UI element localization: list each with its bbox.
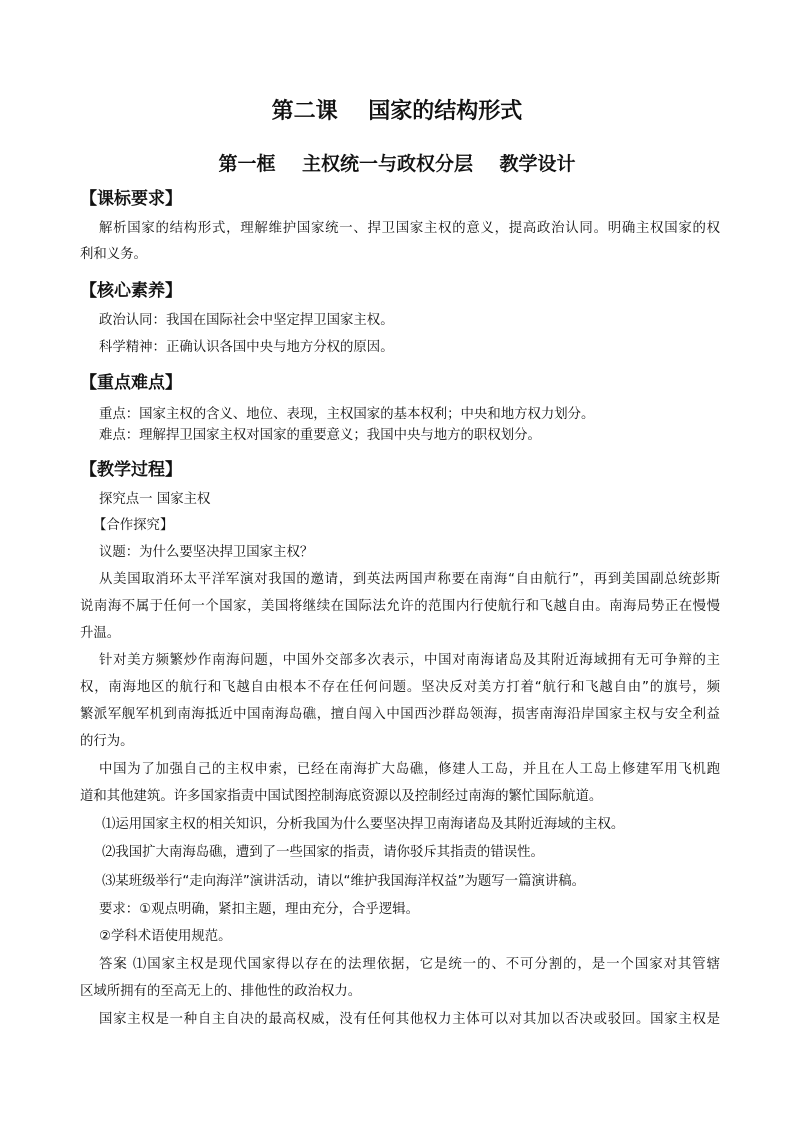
- paragraph-line: 要求：①观点明确，紧扣主题，理由充分，合乎逻辑。: [99, 902, 419, 917]
- paragraph-line: 升温。: [80, 626, 121, 641]
- paragraph-line: 重点：国家主权的含义、地位、表现，主权国家的基本权利；中央和地方权力划分。: [99, 407, 595, 422]
- paragraph-line: 说南海不属于任何一个国家，美国将继续在国际法允许的范围内行使航行和飞越自由。南海局势正在慢慢: [80, 599, 720, 614]
- paragraph-line: 探究点一 国家主权: [99, 492, 211, 507]
- paragraph-line: 中国为了加强自己的主权申索，已经在南海扩大岛礁，修建人工岛，并且在人工岛上修建军用飞机跑: [99, 762, 720, 777]
- document-subtitle: 第一框 主权统一与政权分层 教学设计: [218, 153, 576, 175]
- paragraph-line: 繁派军舰军机到南海抵近中国南海岛礁，擅自闯入中国西沙群岛领海，损害南海沿岸国家主权与安全利益: [80, 707, 720, 722]
- paragraph-line: 议题：为什么要坚决捍卫国家主权？: [99, 545, 314, 560]
- answer-line: 答案 ⑴国家主权是现代国家得以存在的法理依据，它是统一的、不可分割的，是一个国家对其管辖: [99, 957, 720, 972]
- document-title: 第二课 国家的结构形式: [271, 99, 523, 124]
- paragraph-line: 从美国取消环太平洋军演对我国的邀请，到英法两国声称要在南海“自由航行”，再到美国副总统彭斯: [99, 572, 720, 587]
- paragraph-line: 【合作探究】: [93, 518, 174, 533]
- paragraph-line: 科学精神：正确认识各国中央与地方分权的原因。: [99, 340, 394, 355]
- question-item: ⑴运用国家主权的相关知识，分析我国为什么要坚决捍卫南海诸岛及其附近海域的主权。: [102, 817, 625, 832]
- section-heading-teaching-process: 【教学过程】: [80, 460, 182, 480]
- section-heading-core-literacy: 【核心素养】: [80, 281, 182, 301]
- section-heading-curriculum: 【课标要求】: [80, 189, 182, 209]
- paragraph-line: 区域所拥有的至高无上的、排他性的政治权力。: [80, 984, 362, 999]
- paragraph-line: ②学科术语使用规范。: [99, 929, 232, 944]
- paragraph-line: 解析国家的结构形式，理解维护国家统一、捍卫国家主权的意义，提高政治认同。明确主权国家的权: [99, 221, 720, 236]
- paragraph-line: 利和义务。: [80, 247, 147, 262]
- paragraph-line: 的行为。: [80, 734, 134, 749]
- paragraph-line: 难点：理解捍卫国家主权对国家的重要意义；我国中央与地方的职权划分。: [99, 428, 541, 443]
- question-item: ⑶某班级举行“走向海洋”演讲活动，请以“维护我国海洋权益”为题写一篇演讲稿。: [102, 874, 586, 889]
- paragraph-line: 权，南海地区的航行和飞越自由根本不存在任何问题。坚决反对美方打着“航行和飞越自由”的旗号，频: [80, 680, 720, 695]
- paragraph-line: 道和其他建筑。许多国家指责中国试图控制海底资源以及控制经过南海的繁忙国际航道。: [80, 789, 603, 804]
- paragraph-line: 政治认同：我国在国际社会中坚定捍卫国家主权。: [99, 313, 394, 328]
- section-heading-key-points: 【重点难点】: [80, 373, 182, 393]
- paragraph-line: 国家主权是一种自主自决的最高权威，没有任何其他权力主体可以对其加以否决或驳回。国家主权是: [99, 1012, 720, 1027]
- paragraph-line: 针对美方频繁炒作南海问题，中国外交部多次表示，中国对南海诸岛及其附近海域拥有无可争辩的主: [99, 653, 720, 668]
- question-item: ⑵我国扩大南海岛礁，遭到了一些国家的指责，请你驳斥其指责的错误性。: [102, 845, 544, 860]
